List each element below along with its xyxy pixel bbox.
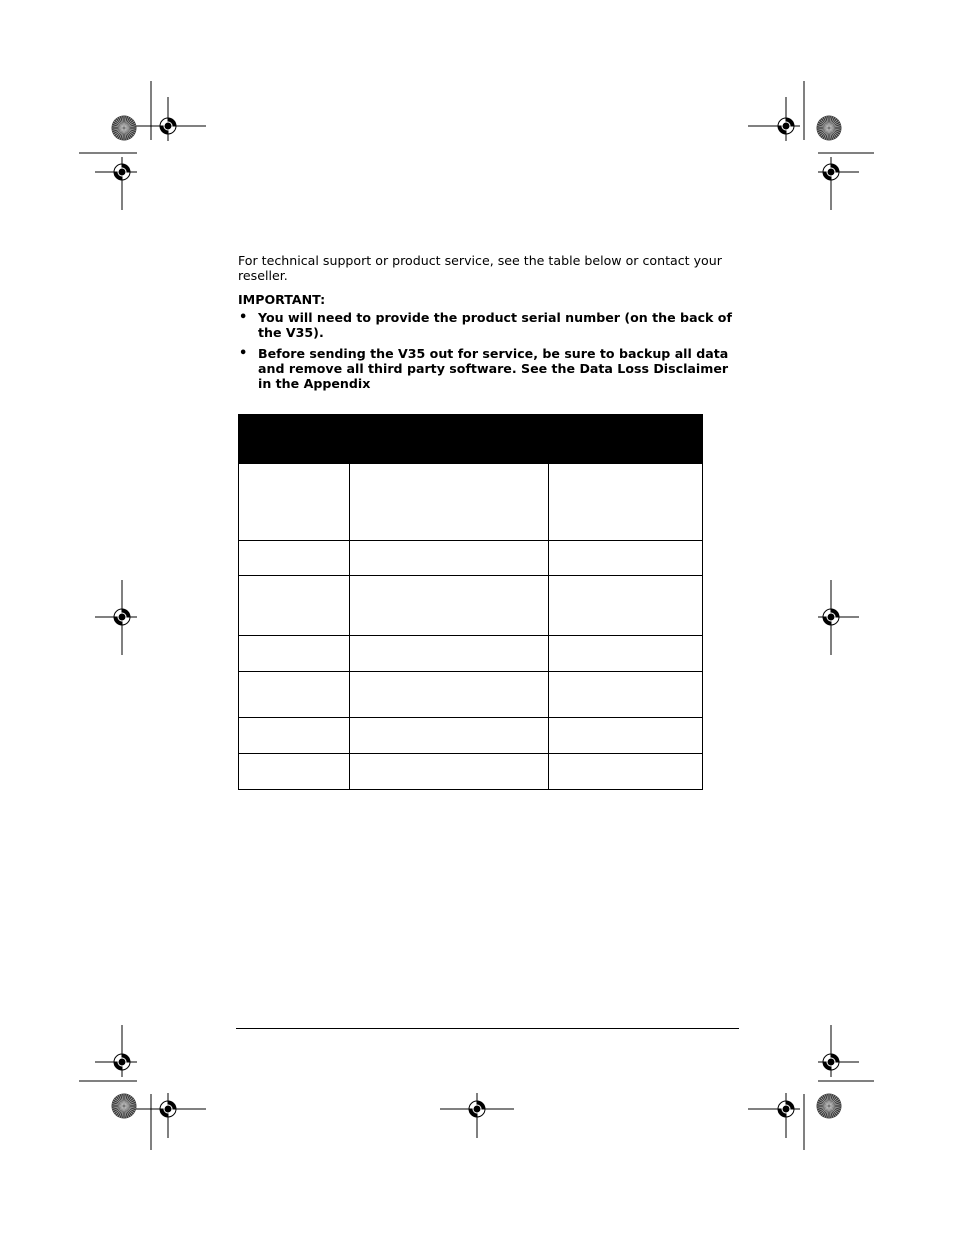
table-cell bbox=[549, 576, 703, 636]
table-cell bbox=[239, 672, 350, 718]
registration-target-icon bbox=[114, 164, 130, 180]
bullet-item bbox=[238, 310, 736, 340]
table-cell bbox=[549, 718, 703, 754]
table-cell bbox=[350, 636, 549, 672]
color-wheel-icon bbox=[817, 116, 842, 141]
table-row bbox=[239, 754, 703, 790]
table-cell bbox=[350, 464, 549, 541]
bullet-icon: • bbox=[239, 310, 248, 325]
bullet-icon: • bbox=[239, 346, 248, 361]
table-row bbox=[239, 636, 703, 672]
color-wheel-icon bbox=[112, 116, 137, 141]
table-cell bbox=[350, 754, 549, 790]
table-cell bbox=[239, 636, 350, 672]
table-cell bbox=[239, 718, 350, 754]
bullet-text: You will need to provide the product serial number (on the back of the V35). bbox=[258, 310, 732, 340]
color-wheel-icon bbox=[817, 1094, 842, 1119]
bullet-text: Before sending the V35 out for service, be sure to backup all data and remove all third party software. See the Data Loss Disclaimer in the Appendix bbox=[258, 346, 729, 391]
important-bullet-list bbox=[238, 310, 738, 391]
table-cell bbox=[350, 672, 549, 718]
table-cell bbox=[350, 541, 549, 576]
table-cell bbox=[549, 754, 703, 790]
table-cell bbox=[239, 576, 350, 636]
registration-target-icon bbox=[160, 118, 176, 134]
table-cell bbox=[549, 672, 703, 718]
important-label: IMPORTANT: bbox=[238, 292, 326, 307]
support-table bbox=[238, 414, 703, 790]
registration-target-icon bbox=[778, 1101, 794, 1117]
table-header-cell bbox=[549, 415, 703, 464]
registration-target-icon bbox=[469, 1101, 485, 1117]
footer-rule bbox=[236, 1028, 739, 1029]
page-content bbox=[238, 253, 738, 397]
registration-target-icon bbox=[160, 1101, 176, 1117]
registration-target-icon bbox=[823, 609, 839, 625]
table-cell bbox=[350, 718, 549, 754]
table-row bbox=[239, 718, 703, 754]
table-cell bbox=[239, 754, 350, 790]
intro-paragraph: For technical support or product service, see the table below or contact your reseller. bbox=[238, 253, 722, 283]
table-row bbox=[239, 672, 703, 718]
bullet-item bbox=[238, 346, 736, 391]
registration-target-icon bbox=[114, 1054, 130, 1070]
registration-target-icon bbox=[114, 609, 130, 625]
table-header-cell bbox=[239, 415, 350, 464]
table-row bbox=[239, 576, 703, 636]
table-cell bbox=[549, 541, 703, 576]
color-wheel-icon bbox=[112, 1094, 137, 1119]
registration-target-icon bbox=[823, 1054, 839, 1070]
table-cell bbox=[350, 576, 549, 636]
table-cell bbox=[549, 636, 703, 672]
table-row bbox=[239, 464, 703, 541]
table-header-cell bbox=[350, 415, 549, 464]
table-header-row bbox=[239, 415, 703, 464]
registration-target-icon bbox=[823, 164, 839, 180]
table-cell bbox=[239, 464, 350, 541]
table-cell bbox=[239, 541, 350, 576]
table-cell bbox=[549, 464, 703, 541]
registration-target-icon bbox=[778, 118, 794, 134]
table-row bbox=[239, 541, 703, 576]
